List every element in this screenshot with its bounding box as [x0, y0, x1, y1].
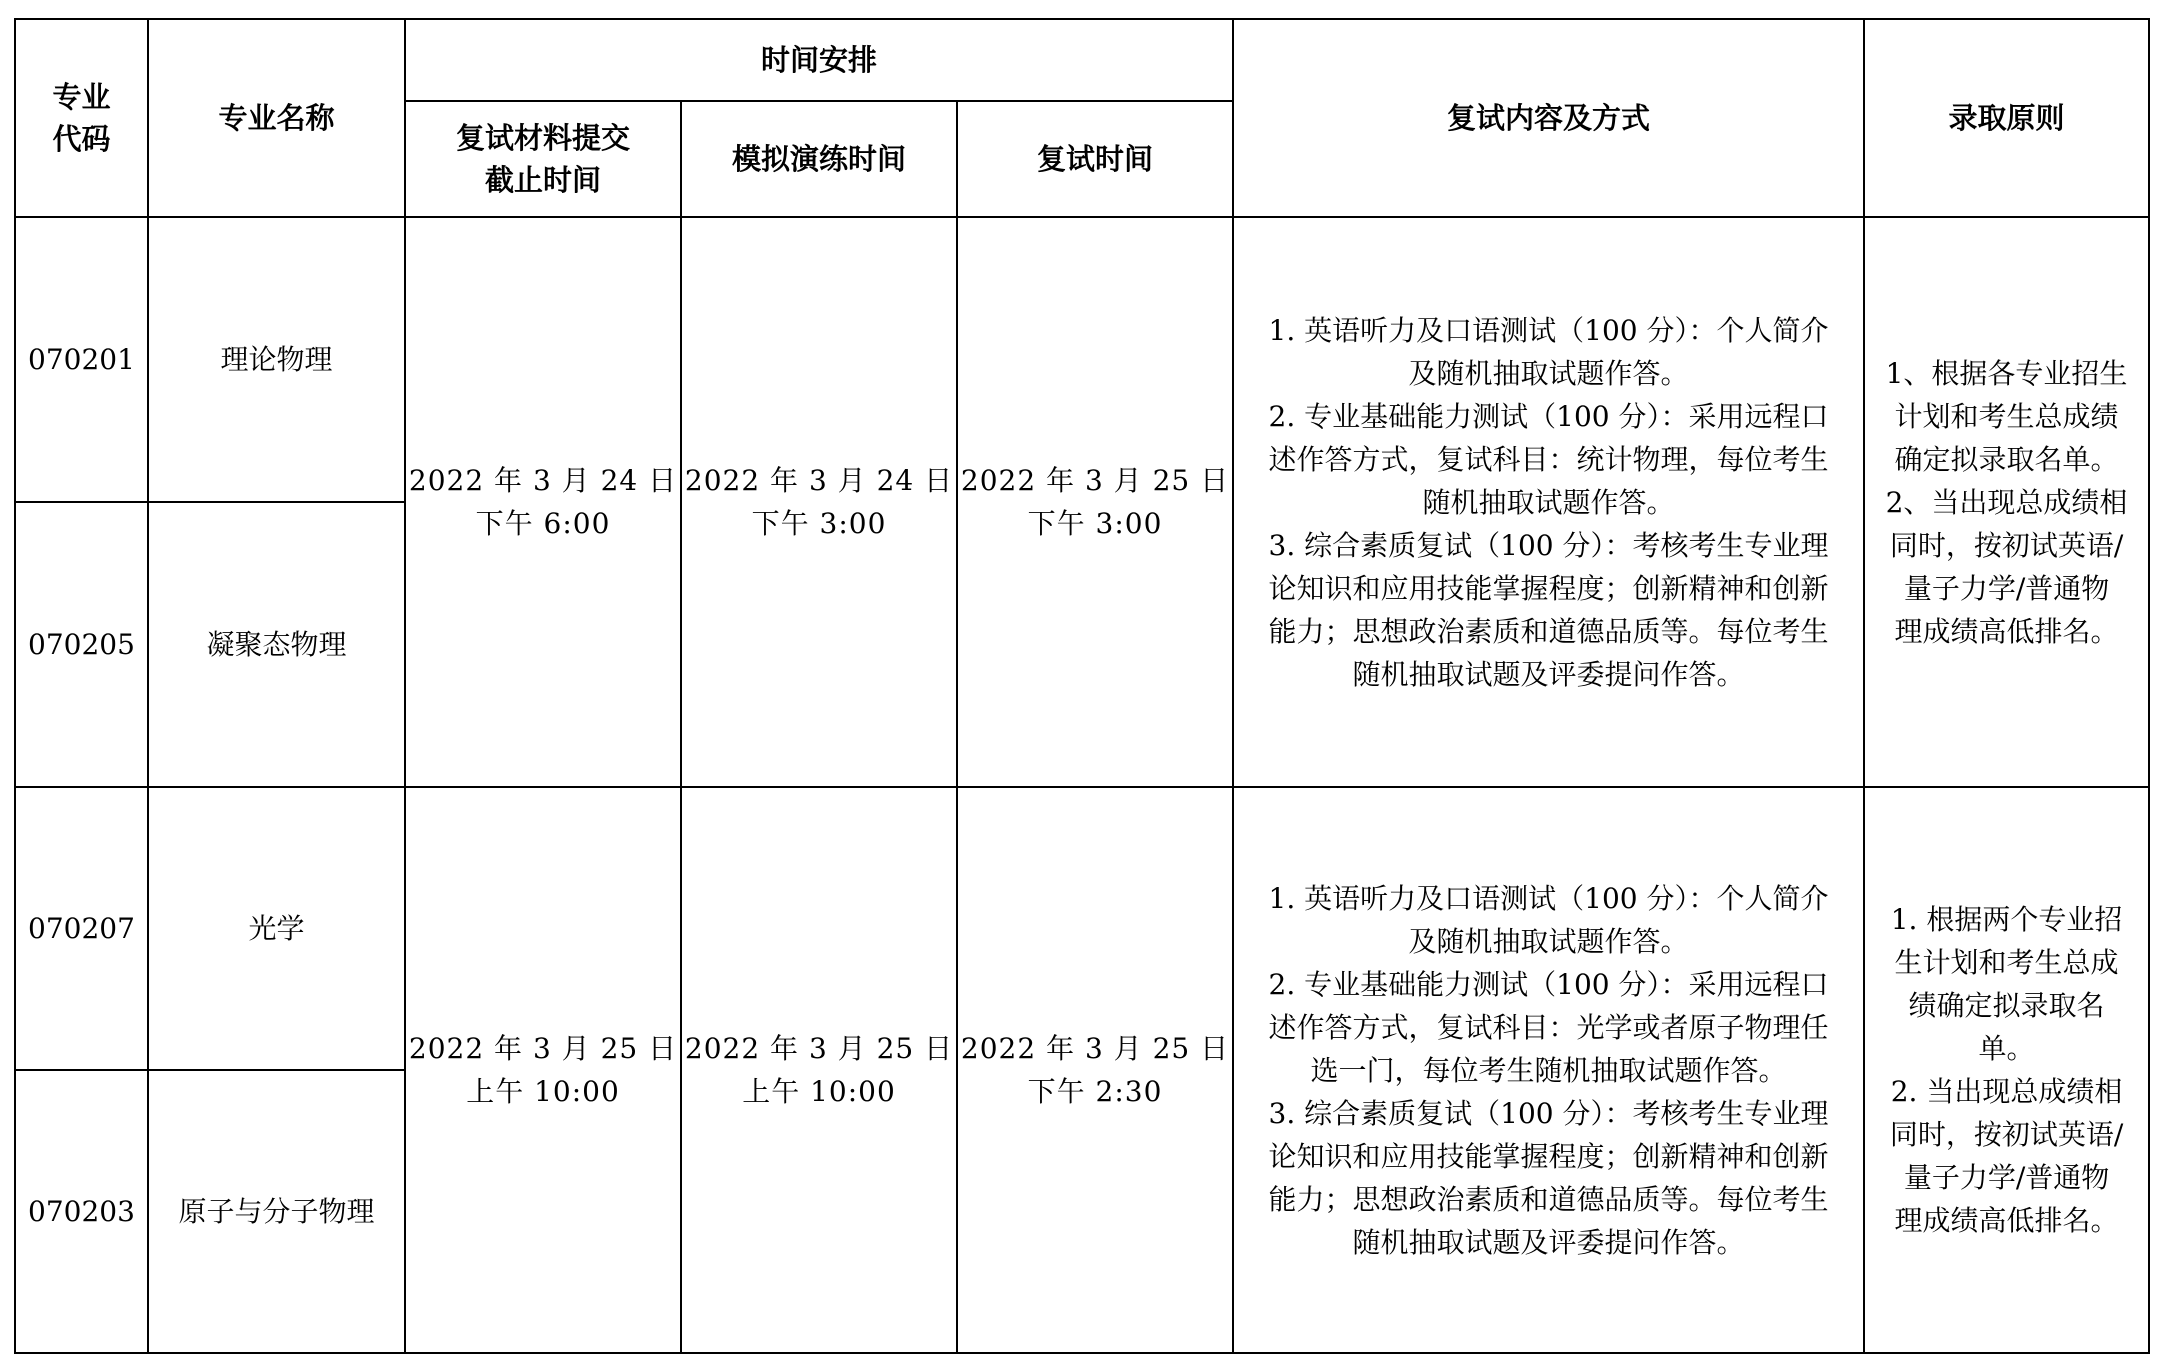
major-code: 070203 [15, 1070, 148, 1353]
header-row-1 [15, 19, 2149, 101]
admission-principle-cell: 1. 根据两个专业招 生计划和考生总成 绩确定拟录取名 单。 2. 当出现总成绩相 同时，按初试英语/ 量子力学/普通物 理成绩高低排名。 [1864, 787, 2149, 1353]
header-mock-time: 模拟演练时间 [681, 101, 957, 217]
header-admission-principle: 录取原则 [1864, 19, 2149, 217]
header-major-code: 专业 代码 [15, 19, 148, 217]
mock-time-cell: 2022 年 3 月 24 日 下午 3:00 [681, 217, 957, 787]
retest-time-cell: 2022 年 3 月 25 日 下午 2:30 [957, 787, 1233, 1353]
major-name: 凝聚态物理 [148, 502, 405, 787]
mock-time-cell: 2022 年 3 月 25 日 上午 10:00 [681, 787, 957, 1353]
submit-deadline-cell: 2022 年 3 月 25 日 上午 10:00 [405, 787, 681, 1353]
header-submit-deadline: 复试材料提交 截止时间 [405, 101, 681, 217]
header-retest-time: 复试时间 [957, 101, 1233, 217]
admission-principle-cell: 1、根据各专业招生 计划和考生总成绩 确定拟录取名单。 2、当出现总成绩相 同时，按初试英语/ 量子力学/普通物 理成绩高低排名。 [1864, 217, 2149, 787]
header-retest-content: 复试内容及方式 [1233, 19, 1864, 217]
table-row [15, 217, 2149, 502]
retest-schedule-table [14, 18, 2150, 1354]
retest-time-cell: 2022 年 3 月 25 日 下午 3:00 [957, 217, 1233, 787]
major-code: 070205 [15, 502, 148, 787]
major-code: 070201 [15, 217, 148, 502]
retest-content-cell: 1. 英语听力及口语测试（100 分）：个人简介 及随机抽取试题作答。 2. 专业基础能力测试（100 分）：采用远程口 述作答方式，复试科目：光学或者原子物理任 选一门，每位考生随机抽取试题作答。 3. 综合素质复试（100 分）：考核考生专业理 论知识和应用技能掌握程度；创新精神和创新 能力；思想政治素质和道德品质等。每位考生 随机抽取试题及评委提问作答。 [1233, 787, 1864, 1353]
major-name: 光学 [148, 787, 405, 1070]
retest-content-cell: 1. 英语听力及口语测试（100 分）：个人简介 及随机抽取试题作答。 2. 专业基础能力测试（100 分）：采用远程口 述作答方式，复试科目：统计物理，每位考生 随机抽取试题作答。 3. 综合素质复试（100 分）：考核考生专业理 论知识和应用技能掌握程度；创新精神和创新 能力；思想政治素质和道德品质等。每位考生 随机抽取试题及评委提问作答。 [1233, 217, 1864, 787]
header-schedule: 时间安排 [405, 19, 1233, 101]
submit-deadline-cell: 2022 年 3 月 24 日 下午 6:00 [405, 217, 681, 787]
major-code: 070207 [15, 787, 148, 1070]
header-major-name: 专业名称 [148, 19, 405, 217]
major-name: 理论物理 [148, 217, 405, 502]
major-name: 原子与分子物理 [148, 1070, 405, 1353]
table-row [15, 787, 2149, 1070]
